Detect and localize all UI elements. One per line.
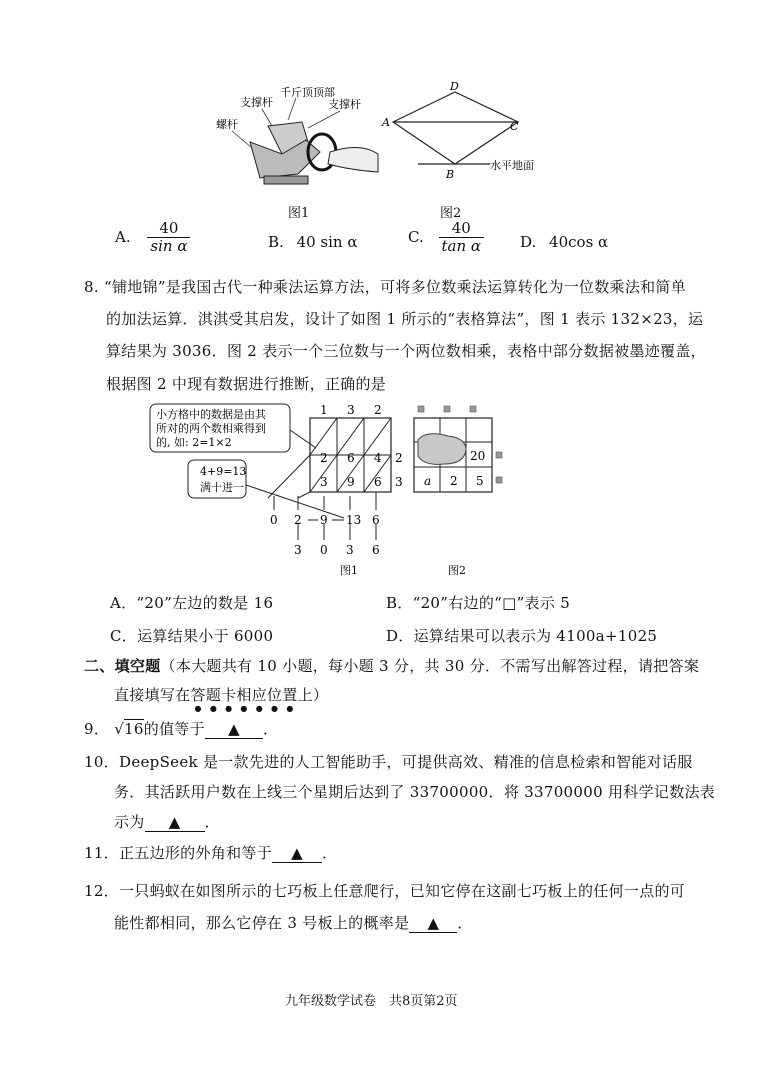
q10-end: ．: [204, 813, 220, 831]
section2-heading: [84, 655, 699, 676]
grid1-sum-3: 9: [320, 513, 328, 527]
q11: [84, 842, 337, 863]
q9: [84, 718, 278, 739]
q12-end: ．: [457, 914, 473, 932]
grid1-sum-5: 6: [372, 513, 380, 527]
grid1-sum-1: 0: [270, 513, 278, 527]
jack-label-right-bar: 支撑杆: [328, 98, 361, 111]
rhombus-label-d: D: [450, 82, 459, 93]
q10-line-2: 务．其活跃用户数在上线三个星期后达到了 33700000．将 33700000 用科学记数法表: [114, 783, 716, 801]
grid2-r1-c3: 20: [470, 449, 486, 463]
section2-desc-pre: 直接填写在: [114, 686, 191, 704]
rhombus-label-ground: 水平地面: [490, 159, 534, 172]
grid1-top-2: 3: [347, 403, 355, 417]
q8-option-b: B．“20”右边的“□”表示 5: [386, 594, 571, 612]
rhombus-label-a: A: [382, 116, 390, 129]
callout1-line-3: 的, 如: 2=1×2: [156, 436, 232, 449]
q8-line-2: 的加法运算．淇淇受其启发，设计了如图 1 所示的“表格算法”，图 1 表示 132×23，运: [106, 310, 704, 328]
jack-label-screw: 螺杆: [216, 118, 238, 131]
q7-option-c-label: C.: [408, 227, 424, 246]
q12-answer-blank[interactable]: ▲: [409, 914, 457, 933]
q7-option-b: [268, 233, 358, 251]
q7-option-c: [408, 220, 484, 256]
q7-option-c-denominator: tan α: [441, 237, 482, 256]
q9-answer-blank[interactable]: ▲: [205, 720, 263, 739]
jack-label-left-bar: 支撑杆: [240, 96, 273, 109]
q8-line-1: 8. “铺地锦”是我国古代一种乘法运算方法，可将多位数乘法运算转化为一位数乘法和简单: [84, 278, 687, 296]
q7-option-b-label: B.: [268, 233, 284, 251]
q8-fig1-caption: 图1: [340, 564, 358, 577]
q7-option-a-denominator: sin α: [150, 237, 188, 256]
jack-label-top: 千斤顶顶部: [280, 86, 335, 99]
callout2-line-1: 4+9=13: [200, 465, 247, 478]
q7-option-a: [115, 220, 190, 256]
q11-answer-blank[interactable]: ▲: [272, 844, 322, 863]
q7-option-a-label: A.: [115, 227, 131, 246]
grid1-result-2: 0: [320, 543, 328, 557]
grid1-r2-c3: 6: [374, 475, 382, 489]
callout2-line-2: 满十进一: [200, 481, 244, 494]
grid1-right-2: 3: [395, 475, 403, 489]
rhombus-label-c: C: [510, 120, 519, 133]
grid1-r1-c3: 4: [374, 451, 382, 465]
q7-option-d-text: 40cos α: [549, 233, 609, 251]
q8-option-d: D．运算结果可以表示为 4100a+1025: [386, 627, 658, 645]
q11-text: 11．正五边形的外角和等于: [84, 844, 272, 862]
q10-line-1: 10．DeepSeek 是一款先进的人工智能助手，可提供高效、精准的信息检索和智能对话服: [84, 753, 693, 771]
q10-line-3-text: 示为: [114, 813, 145, 831]
q8-figures: [148, 400, 508, 582]
grid1-result-1: 3: [294, 543, 302, 557]
q12-line-2: [114, 912, 473, 933]
grid1-top-3: 2: [374, 403, 382, 417]
grid1-r1-c1: 2: [320, 451, 328, 465]
grid1-result-4: 6: [372, 543, 380, 557]
q7-option-d: [520, 233, 608, 251]
q9-radicand: 16: [124, 720, 144, 738]
q9-number: 9．: [84, 720, 110, 738]
q8-option-c: C．运算结果小于 6000: [110, 627, 274, 645]
q10-answer-blank[interactable]: ▲: [145, 813, 205, 832]
rhombus-label-b: B: [446, 168, 455, 181]
figure-rhombus: [378, 82, 548, 182]
q8-fig2-caption: 图2: [448, 564, 466, 577]
grid1-r1-c2: 6: [347, 451, 355, 465]
section2-desc-line-2: [114, 684, 328, 713]
q12-line-2-text: 能性都相同，那么它停在 3 号板上的概率是: [114, 914, 410, 932]
q8-line-4: 根据图 2 中现有数据进行推断，正确的是: [106, 375, 387, 393]
q9-end: ．: [262, 720, 279, 738]
q8-option-a: A．“20”左边的数是 16: [110, 594, 274, 612]
section2-title: 二、填空题: [84, 657, 161, 675]
grid1-top-1: 1: [320, 403, 328, 417]
q10-line-3: [114, 811, 220, 832]
q9-text: 的值等于: [143, 720, 205, 738]
figure-jack: [210, 82, 390, 194]
fig2-caption: 图2: [440, 206, 462, 221]
q12-line-1: 12．一只蚂蚁在如图所示的七巧板上任意爬行，已知它停在这副七巧板上的任何一点的可: [84, 882, 686, 900]
grid1-r2-c2: 9: [347, 475, 355, 489]
q8-line-3: 算结果为 3036．图 2 表示一个三位数与一个两位数相乘，表格中部分数据被墨迹覆盖，: [106, 342, 706, 360]
ink-blot: [418, 434, 466, 465]
q11-end: ．: [322, 844, 338, 862]
fig1-caption: 图1: [288, 206, 310, 221]
grid1-result-3: 3: [346, 543, 354, 557]
grid2-r2-c2: 2: [450, 474, 458, 488]
section2-desc-post: 上）: [297, 686, 329, 704]
page-footer: 九年级数学试卷 共8页第2页: [285, 994, 458, 1009]
q7-option-b-text: 40 sin α: [296, 233, 358, 251]
callout1-line-1: 小方格中的数据是由其: [156, 408, 266, 421]
grid2-r2-c3: 5: [476, 474, 484, 488]
q7-option-d-label: D.: [520, 233, 537, 251]
q7-option-a-numerator: 40: [147, 220, 190, 238]
q7-option-c-numerator: 40: [439, 220, 485, 238]
section2-desc-1: （本大题共有 10 小题，每小题 3 分，共 30 分．不需写出解答过程，请把答案: [160, 657, 700, 675]
grid1-sum-4: 13: [346, 513, 362, 527]
callout1-line-2: 所对的两个数相乘得到: [156, 422, 266, 435]
grid1-right-1: 2: [395, 451, 403, 465]
grid1-r2-c1: 3: [320, 475, 328, 489]
section2-desc-dotted: 答题卡相应位置: [190, 686, 298, 704]
sqrt-symbol: √: [114, 720, 125, 738]
grid1-sum-2: 2: [294, 513, 302, 527]
grid2-r2-c1: a: [424, 474, 432, 488]
